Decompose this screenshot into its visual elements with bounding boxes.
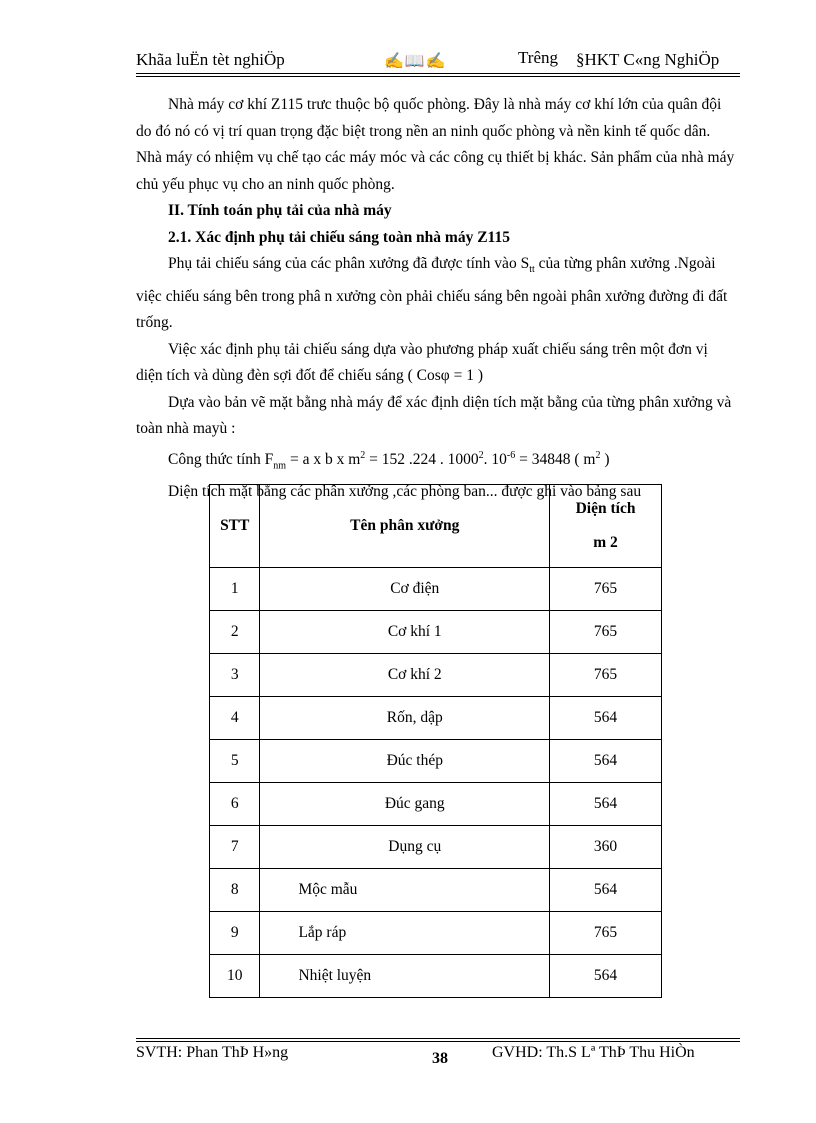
row-area: 564	[550, 869, 662, 912]
header-stt: STT	[210, 485, 260, 568]
section-heading: II. Tính toán phụ tải của nhà máy	[168, 202, 392, 219]
table-row	[210, 869, 662, 912]
table-row	[210, 740, 662, 783]
row-stt: 7	[210, 826, 260, 869]
row-name: Cơ điện	[260, 568, 550, 611]
footer-student: SVTH: Phan ThÞ H»ng	[136, 1044, 289, 1061]
row-area: 765	[550, 654, 662, 697]
paragraph-lighting-load: Phụ tải chiếu sáng của các phân xưởng đã được tính vào $S_{tt}$ của từng phân xưởng .Ngoài việc chiếu sáng bên trong phâ n xưởng còn phải chiếu sáng bên ngoài phân xưởng đường đi đất trống.	[136, 255, 728, 332]
row-name: Lắp ráp	[260, 912, 550, 955]
header-rule-top	[136, 73, 740, 74]
table-row	[210, 912, 662, 955]
body-text	[136, 92, 736, 506]
paragraph-method: Việc xác định phụ tải chiếu sáng dựa vào phương pháp xuất chiếu sáng trên một đơn vị diện tích và dùng đèn sợi đốt để chiếu sáng ( Cosφ = 1 )	[136, 340, 708, 385]
paragraph-table-intro: Diện tích mặt bằng các phân xưởng ,các phòng ban... được ghi vào bảng sau	[168, 483, 642, 501]
row-stt: 1	[210, 568, 260, 611]
row-name: Dụng cụ	[260, 826, 550, 869]
row-name: Nhiệt luyện	[260, 955, 550, 998]
row-stt: 2	[210, 611, 260, 654]
footer-rule-bottom	[136, 1041, 740, 1042]
row-name: Rốn, dập	[260, 697, 550, 740]
header-book-ornament-icon: ✍📖✍	[384, 53, 447, 70]
row-name: Đúc gang	[260, 783, 550, 826]
paragraph-floor-plan: Dựa vào bản vẽ mặt bằng nhà máy để xác định diện tích mặt bằng của từng phân xưởng và toàn nhà mayù :	[136, 393, 732, 438]
row-area: 564	[550, 740, 662, 783]
table-row	[210, 611, 662, 654]
page-header	[136, 48, 736, 74]
row-name: Cơ khí 1	[260, 611, 550, 654]
row-name: Đúc thép	[260, 740, 550, 783]
header-thesis-title: Khãa luËn tèt nghiÖp	[136, 50, 285, 69]
table-row	[210, 826, 662, 869]
row-area: 360	[550, 826, 662, 869]
header-school-word: Trêng	[518, 48, 558, 67]
row-name: Cơ khí 2	[260, 654, 550, 697]
table-row	[210, 783, 662, 826]
header-rule-bottom	[136, 76, 740, 77]
row-stt: 4	[210, 697, 260, 740]
row-name: Mộc mẫu	[260, 869, 550, 912]
header-school-name: §HKT C«ng NghiÖp	[576, 50, 720, 69]
table-row	[210, 568, 662, 611]
table-row	[210, 955, 662, 998]
table-row	[210, 654, 662, 697]
row-stt: 10	[210, 955, 260, 998]
row-area: 765	[550, 912, 662, 955]
row-stt: 9	[210, 912, 260, 955]
paragraph-intro: Nhà máy cơ khí Z115 trưc thuộc bộ quốc phòng. Đây là nhà máy cơ khí lớn của quân đội do đó nó có vị trí quan trọng đặc biệt trong nền an ninh quốc phòng và nền kinh tế quốc dân. Nhà máy có nhiệm vụ chế tạo các máy móc và các công cụ thiết bị khác. Sản phẩm của nhà máy chủ yếu phục vụ cho an ninh quốc phòng.	[136, 96, 735, 193]
page-number: 38	[432, 1050, 448, 1067]
workshop-area-table	[209, 484, 662, 998]
subsection-heading: 2.1. Xác định phụ tải chiếu sáng toàn nhà máy Z115	[168, 228, 510, 246]
row-area: 564	[550, 955, 662, 998]
row-stt: 5	[210, 740, 260, 783]
paragraph-formula: Công thức tính $F_{nm} = a$ x b x $m^2 = 152$ .224 . 1000$^2$. $10^{-6} = 34848$ ( $m^2$ )	[168, 449, 610, 471]
row-area: 564	[550, 697, 662, 740]
page-footer	[136, 1044, 740, 1070]
footer-advisor: GVHD: Th.S Lª ThÞ Thu HiÒn	[492, 1044, 695, 1061]
row-area: 564	[550, 783, 662, 826]
row-area: 765	[550, 611, 662, 654]
row-area: 765	[550, 568, 662, 611]
table-header-row	[210, 485, 662, 568]
footer-rule-top	[136, 1038, 740, 1039]
row-stt: 8	[210, 869, 260, 912]
header-area: Diện tích m 2	[550, 485, 662, 568]
table-row	[210, 697, 662, 740]
header-workshop-name: Tên phân xưởng	[260, 485, 550, 568]
row-stt: 3	[210, 654, 260, 697]
row-stt: 6	[210, 783, 260, 826]
